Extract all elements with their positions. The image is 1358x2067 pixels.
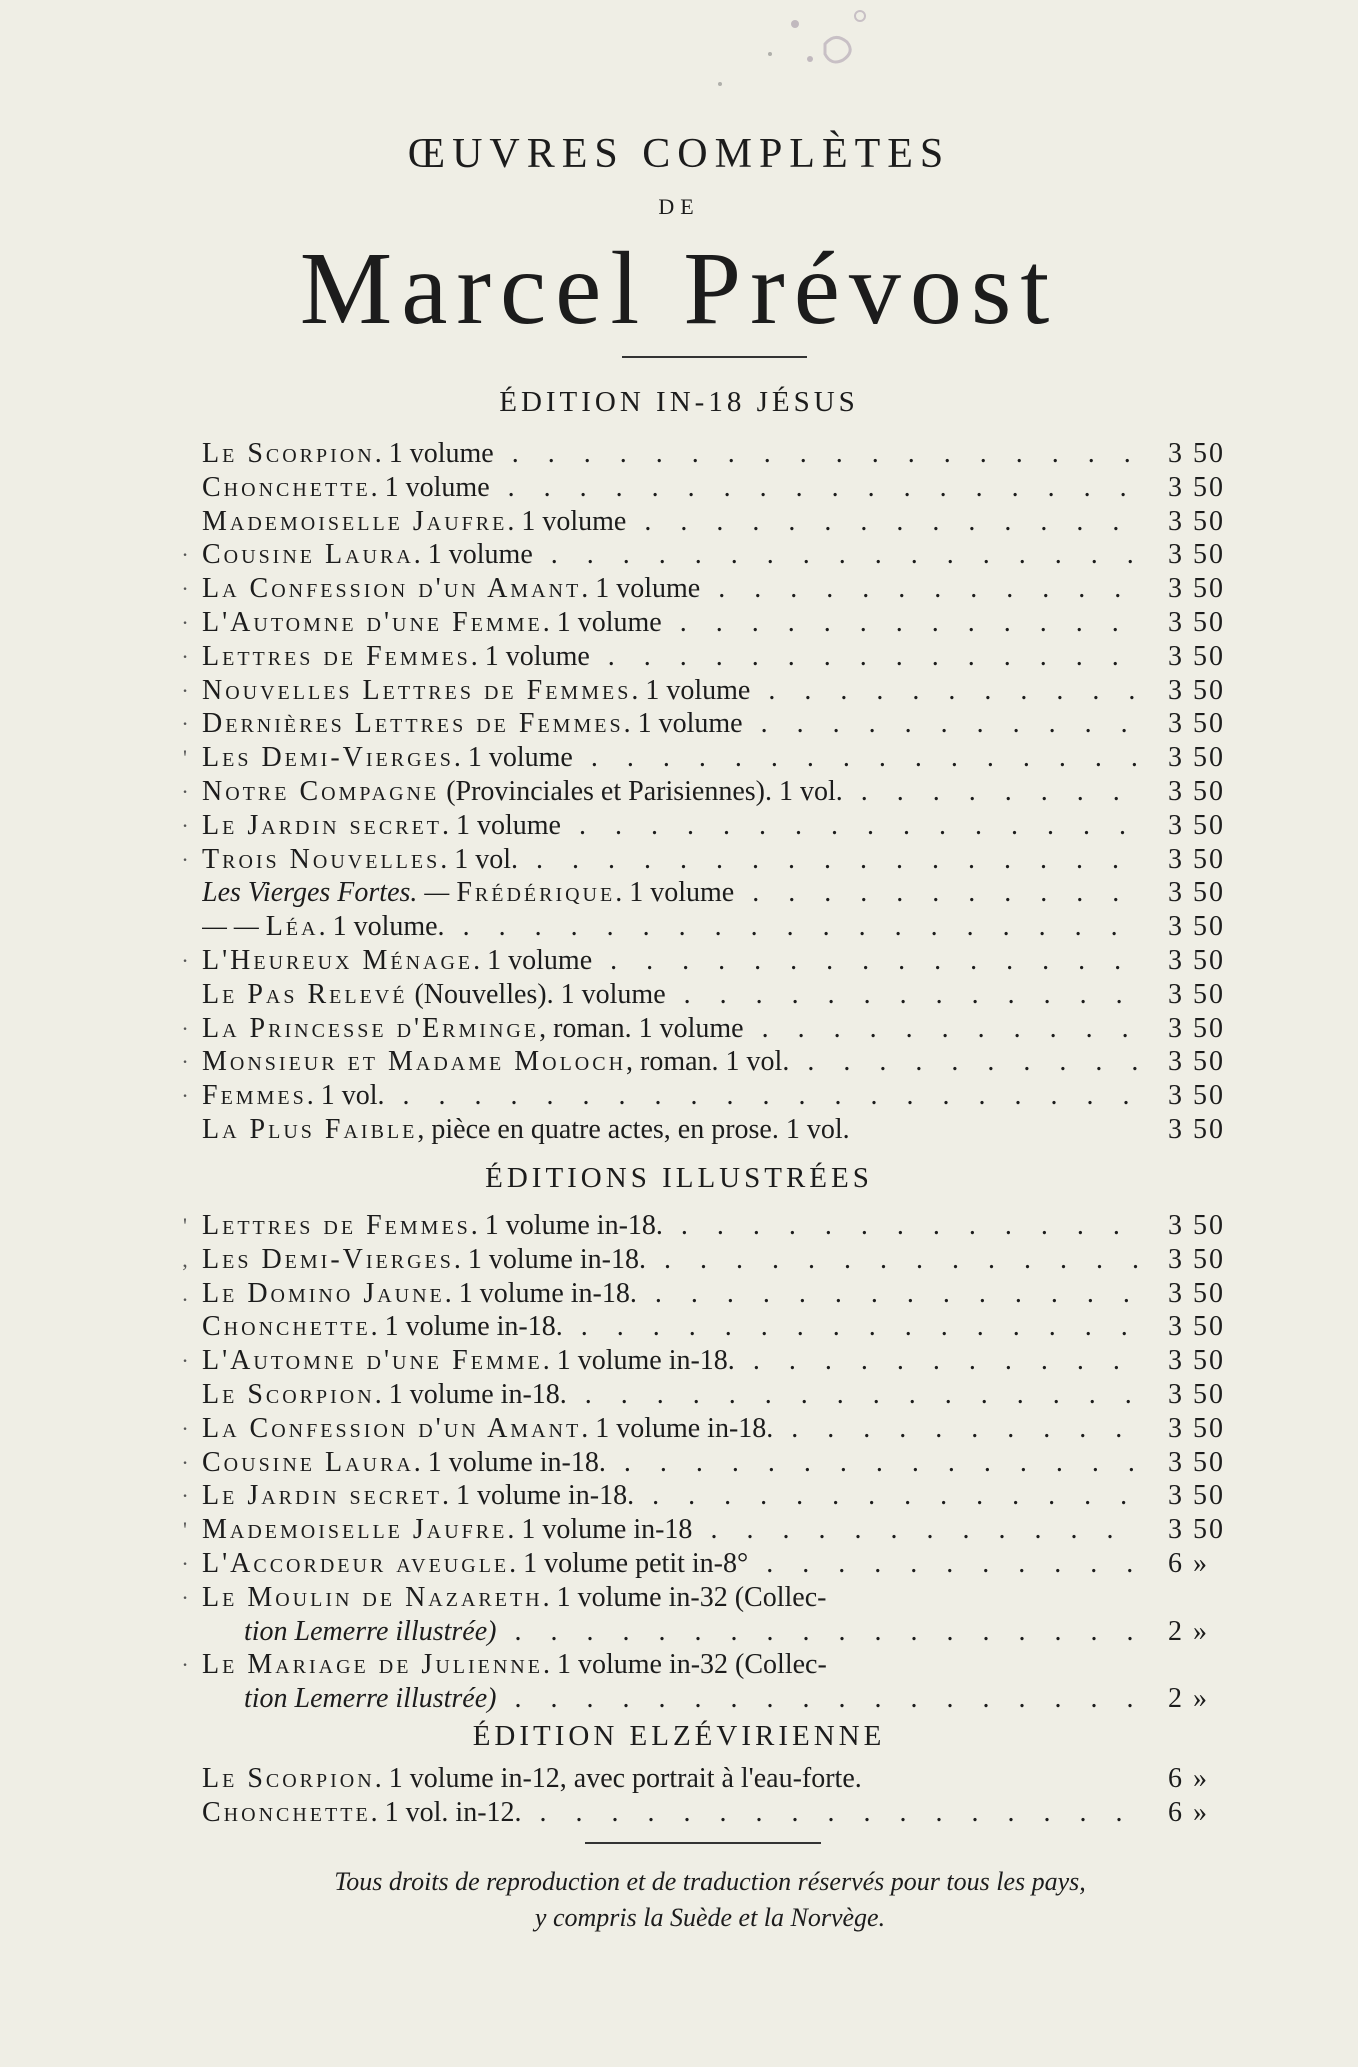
entry-price: 3 50 bbox=[1168, 877, 1225, 909]
entry-text bbox=[202, 707, 1142, 741]
entry-price: 3 50 bbox=[1168, 1446, 1225, 1478]
margin-mark: · bbox=[181, 1415, 189, 1441]
entry-details: . 1 volume. bbox=[318, 911, 445, 943]
title-divider bbox=[622, 356, 807, 358]
entry-price: 3 50 bbox=[1168, 809, 1225, 841]
entry-title: L'Automne d'une Femme bbox=[202, 606, 543, 638]
entry-details: . 1 vol. bbox=[440, 843, 518, 875]
entry-details: . 1 vol. bbox=[306, 1080, 385, 1112]
entry-title: Mademoiselle Jaufre bbox=[202, 1514, 508, 1546]
entry-details: . 1 volume bbox=[470, 640, 590, 672]
series-title: ŒUVRES COMPLÈTES bbox=[407, 131, 951, 177]
entry-details: . 1 volume bbox=[374, 438, 494, 469]
catalogue-entry bbox=[178, 1547, 1253, 1581]
entry-title: Le Mariage de Julienne bbox=[202, 1649, 543, 1681]
entry-text bbox=[202, 1344, 1142, 1378]
entry-title: L'Accordeur aveugle bbox=[202, 1547, 510, 1579]
entry-list-in18 bbox=[178, 437, 1253, 1147]
entry-price: 3 50 bbox=[1168, 911, 1225, 943]
catalogue-entry bbox=[178, 505, 1253, 539]
margin-mark: · bbox=[181, 576, 189, 602]
margin-mark: · bbox=[181, 812, 189, 838]
entry-text bbox=[202, 741, 1142, 775]
catalogue-entry bbox=[178, 876, 1253, 910]
margin-mark: · bbox=[181, 846, 189, 872]
entry-title: Femmes bbox=[202, 1080, 307, 1112]
margin-mark: ' bbox=[183, 745, 187, 771]
entry-text bbox=[202, 1446, 1142, 1480]
catalogue-entry bbox=[178, 1045, 1253, 1079]
entry-text bbox=[202, 978, 1142, 1012]
entry-title: Chonchette bbox=[202, 1311, 371, 1343]
margin-mark: , bbox=[182, 1246, 188, 1272]
entry-details: . 1 volume bbox=[442, 809, 561, 841]
entry-details: . 1 volume bbox=[507, 505, 627, 537]
entry-text bbox=[202, 1648, 1142, 1682]
entry-title: Le Scorpion bbox=[202, 1378, 375, 1410]
entry-text bbox=[202, 1581, 1142, 1615]
margin-mark: · bbox=[181, 1550, 189, 1576]
margin-mark: · bbox=[181, 1083, 189, 1109]
entry-text bbox=[202, 471, 1142, 505]
entry-text bbox=[202, 1479, 1142, 1513]
entry-prefix: Les Vierges Fortes. — bbox=[202, 877, 457, 909]
entry-details: . 1 volume in-18. bbox=[442, 1480, 635, 1512]
catalogue-entry bbox=[178, 1648, 1253, 1682]
entry-text bbox=[202, 1277, 1142, 1311]
entry-price: 3 50 bbox=[1168, 1210, 1225, 1241]
entry-details: . 1 volume petit in-8° bbox=[509, 1547, 749, 1579]
entry-price: 3 50 bbox=[1168, 471, 1225, 503]
entry-title: Le Pas Relevé bbox=[202, 978, 408, 1010]
margin-mark: · bbox=[181, 542, 189, 568]
catalogue-entry bbox=[178, 1581, 1253, 1615]
entry-text bbox=[202, 1045, 1142, 1079]
entry-title: Léa bbox=[265, 911, 319, 943]
margin-mark: · bbox=[181, 778, 189, 804]
entry-details: . 1 volume bbox=[581, 573, 701, 605]
entry-price: 3 50 bbox=[1168, 1113, 1225, 1145]
entry-prefix: — — bbox=[202, 911, 266, 943]
entry-details: , pièce en quatre actes, en prose. 1 vol. bbox=[417, 1113, 850, 1145]
entry-details: . 1 volume bbox=[542, 606, 662, 638]
catalogue-entry bbox=[178, 1682, 1253, 1716]
catalogue-entry bbox=[178, 471, 1253, 505]
entry-details: , roman. 1 vol. bbox=[626, 1046, 790, 1078]
entry-price: 6 » bbox=[1168, 1547, 1209, 1579]
entry-details: (Nouvelles). 1 volume bbox=[407, 978, 666, 1010]
entry-continuation: tion Lemerre illustrée) bbox=[244, 1683, 497, 1715]
entry-price: 3 50 bbox=[1168, 978, 1225, 1010]
entry-price: 3 50 bbox=[1168, 674, 1225, 706]
margin-mark: ' bbox=[183, 1213, 187, 1238]
entry-price: 3 50 bbox=[1168, 1080, 1225, 1112]
entry-text bbox=[202, 1012, 1142, 1046]
entry-price: 3 50 bbox=[1168, 1311, 1225, 1343]
margin-mark: · bbox=[181, 1348, 189, 1374]
entry-price: 3 50 bbox=[1168, 539, 1225, 571]
entry-price: 3 50 bbox=[1168, 573, 1225, 605]
entry-text bbox=[202, 1762, 1142, 1796]
entry-details: . 1 volume in-18. bbox=[374, 1378, 567, 1410]
entry-price: 3 50 bbox=[1168, 1046, 1225, 1078]
entry-price: 3 50 bbox=[1168, 944, 1225, 976]
catalogue-entry bbox=[178, 1113, 1253, 1147]
entry-title: Chonchette bbox=[202, 471, 371, 503]
catalogue-entry bbox=[178, 1378, 1253, 1412]
catalogue-entry bbox=[178, 1079, 1253, 1113]
entry-price: 3 50 bbox=[1168, 1412, 1225, 1444]
catalogue-entry bbox=[178, 1762, 1253, 1796]
entry-title: Le Scorpion bbox=[202, 1763, 375, 1794]
entry-title: Le Moulin de Nazareth bbox=[202, 1581, 543, 1613]
entry-text bbox=[244, 1682, 1142, 1716]
entry-title: L'Automne d'une Femme bbox=[202, 1345, 543, 1377]
entry-price: 2 » bbox=[1168, 1615, 1209, 1647]
entry-details: . 1 volume in-18. bbox=[370, 1311, 563, 1343]
entry-price: 3 50 bbox=[1168, 1243, 1225, 1275]
entry-title: Nouvelles Lettres de Femmes bbox=[202, 674, 632, 706]
entry-price: 3 50 bbox=[1168, 742, 1225, 774]
entry-price: 6 » bbox=[1168, 1796, 1209, 1828]
title-preposition: DE bbox=[658, 194, 700, 219]
margin-mark: · bbox=[181, 947, 189, 973]
entry-text bbox=[202, 1243, 1142, 1277]
entry-title: Cousine Laura bbox=[202, 539, 414, 571]
catalogue-entry bbox=[178, 1243, 1253, 1277]
catalogue-entry bbox=[178, 572, 1253, 606]
margin-mark: · bbox=[181, 677, 189, 703]
entry-details: . 1 volume in-18. bbox=[542, 1345, 735, 1377]
author-name: Marcel Prévost bbox=[299, 231, 1059, 346]
entry-text bbox=[244, 1615, 1142, 1649]
entry-title: Le Scorpion bbox=[202, 438, 375, 469]
entry-details: (Provinciales et Parisiennes). 1 vol. bbox=[439, 775, 843, 807]
entry-details: . 1 volume in-32 (Collec- bbox=[542, 1581, 827, 1613]
entry-price: 2 » bbox=[1168, 1683, 1209, 1715]
entry-details: . 1 vol. in-12. bbox=[370, 1796, 522, 1828]
entry-details: . 1 volume in-18. bbox=[470, 1210, 663, 1241]
catalogue-entry bbox=[178, 707, 1253, 741]
entry-details: . 1 volume in-18. bbox=[581, 1412, 774, 1444]
entry-price: 3 50 bbox=[1168, 1277, 1225, 1309]
entry-details: . 1 volume bbox=[631, 674, 751, 706]
entry-title: Chonchette bbox=[202, 1796, 371, 1828]
section-heading-illustrees: ÉDITIONS ILLUSTRÉES bbox=[485, 1162, 873, 1194]
entry-title: La Confession d'un Amant bbox=[202, 573, 582, 605]
entry-text bbox=[202, 572, 1142, 606]
entry-details: . 1 volume bbox=[615, 877, 735, 909]
rights-notice-line-2: y compris la Suède et la Norvège. bbox=[534, 1903, 886, 1932]
catalogue-entry bbox=[178, 1344, 1253, 1378]
entry-price: 3 50 bbox=[1168, 438, 1225, 469]
margin-mark: . bbox=[182, 1280, 188, 1306]
entry-text bbox=[202, 1378, 1142, 1412]
entry-title: Les Demi-Vierges bbox=[202, 1243, 454, 1275]
catalogue-entry bbox=[178, 944, 1253, 978]
entry-title: Dernières Lettres de Femmes bbox=[202, 708, 624, 740]
entry-text bbox=[202, 809, 1142, 843]
section-heading-elzevirienne: ÉDITION ELZÉVIRIENNE bbox=[472, 1720, 886, 1752]
margin-mark: · bbox=[181, 711, 189, 737]
catalogue-entry bbox=[178, 640, 1253, 674]
entry-details: . 1 volume bbox=[370, 471, 490, 503]
margin-mark: · bbox=[181, 643, 189, 669]
entry-text bbox=[202, 1796, 1142, 1830]
entry-text bbox=[202, 1310, 1142, 1344]
entry-list-elzevirienne bbox=[178, 1762, 1253, 1830]
catalogue-entry bbox=[178, 1796, 1253, 1830]
entry-price: 3 50 bbox=[1168, 1378, 1225, 1410]
entry-details: , roman. 1 volume bbox=[539, 1012, 744, 1044]
entry-title: Trois Nouvelles bbox=[202, 843, 441, 875]
catalogue-entry bbox=[178, 1012, 1253, 1046]
entry-title: Monsieur et Madame Moloch bbox=[202, 1046, 627, 1078]
entry-price: 3 50 bbox=[1168, 708, 1225, 740]
entry-price: 3 50 bbox=[1168, 606, 1225, 638]
entry-title: La Princesse d'Erminge bbox=[202, 1012, 540, 1044]
entry-text bbox=[202, 775, 1142, 809]
entry-details: . 1 volume bbox=[453, 742, 573, 774]
entry-text bbox=[202, 1209, 1142, 1243]
entry-text bbox=[202, 1079, 1142, 1113]
entry-text bbox=[202, 674, 1142, 708]
margin-mark: ' bbox=[183, 1517, 187, 1543]
entry-text bbox=[202, 1547, 1142, 1581]
entry-title: Cousine Laura bbox=[202, 1446, 414, 1478]
entry-continuation: tion Lemerre illustrée) bbox=[244, 1615, 497, 1647]
catalogue-entry bbox=[178, 1479, 1253, 1513]
catalogue-entry bbox=[178, 775, 1253, 809]
entry-title: La Plus Faible bbox=[202, 1113, 418, 1145]
entry-text bbox=[202, 876, 1142, 910]
catalogue-entry bbox=[178, 606, 1253, 640]
catalogue-entry bbox=[178, 538, 1253, 572]
entry-price: 6 » bbox=[1168, 1763, 1209, 1794]
entry-title: Le Domino Jaune bbox=[202, 1277, 445, 1309]
entry-text bbox=[202, 910, 1142, 944]
entry-price: 3 50 bbox=[1168, 640, 1225, 672]
margin-mark: · bbox=[181, 609, 189, 635]
entry-text bbox=[202, 1113, 1142, 1147]
entry-title: Le Jardin secret bbox=[202, 809, 442, 841]
entry-text bbox=[202, 944, 1142, 978]
entry-price: 3 50 bbox=[1168, 1012, 1225, 1044]
catalogue-entry bbox=[178, 1615, 1253, 1649]
entry-title: Lettres de Femmes bbox=[202, 640, 471, 672]
margin-mark: · bbox=[181, 1652, 189, 1678]
entry-details: . 1 volume in-18. bbox=[413, 1446, 606, 1478]
entry-text bbox=[202, 640, 1142, 674]
entry-details: . 1 volume bbox=[413, 539, 533, 571]
catalogue-entry bbox=[178, 1209, 1253, 1243]
entry-text bbox=[202, 843, 1142, 877]
catalogue-entry bbox=[178, 1310, 1253, 1344]
entry-details: . 1 volume bbox=[623, 708, 743, 740]
section-heading-in18: ÉDITION IN-18 JÉSUS bbox=[499, 386, 859, 418]
margin-mark: · bbox=[181, 1483, 189, 1509]
margin-mark: · bbox=[181, 1449, 189, 1475]
entry-title: Le Jardin secret bbox=[202, 1480, 442, 1512]
entry-price: 3 50 bbox=[1168, 1480, 1225, 1512]
entry-price: 3 50 bbox=[1168, 505, 1225, 537]
margin-mark: · bbox=[181, 1015, 189, 1041]
entry-text bbox=[202, 1412, 1142, 1446]
entry-title: Notre Compagne bbox=[202, 775, 440, 807]
entry-text bbox=[202, 1513, 1142, 1547]
entry-title: Les Demi-Vierges bbox=[202, 742, 454, 774]
rights-notice-line-1: Tous droits de reproduction et de traduction réservés pour tous les pays, bbox=[334, 1867, 1086, 1896]
entry-price: 3 50 bbox=[1168, 1514, 1225, 1546]
entry-details: . 1 volume in-18. bbox=[444, 1277, 637, 1309]
entry-text bbox=[202, 437, 1142, 471]
catalogue-entry bbox=[178, 1513, 1253, 1547]
catalogue-entry bbox=[178, 437, 1253, 471]
catalogue-entry bbox=[178, 809, 1253, 843]
entry-text bbox=[202, 538, 1142, 572]
catalogue-entry bbox=[178, 741, 1253, 775]
entry-title: Frédérique bbox=[456, 877, 616, 909]
entry-details: . 1 volume in-18 bbox=[507, 1514, 693, 1546]
ink-stain-mark bbox=[700, 4, 880, 94]
margin-mark: · bbox=[181, 1584, 189, 1610]
footer-divider bbox=[585, 1842, 821, 1844]
entry-details: . 1 volume in-12, avec portrait à l'eau-forte. bbox=[374, 1763, 862, 1794]
margin-mark: · bbox=[181, 1049, 189, 1075]
entry-price: 3 50 bbox=[1168, 1345, 1225, 1377]
entry-title: L'Heureux Ménage bbox=[202, 944, 474, 976]
catalogue-entry bbox=[178, 843, 1253, 877]
entry-text bbox=[202, 505, 1142, 539]
catalogue-entry bbox=[178, 1277, 1253, 1311]
catalogue-entry bbox=[178, 1412, 1253, 1446]
entry-list-illustrees bbox=[178, 1209, 1253, 1716]
catalogue-entry bbox=[178, 674, 1253, 708]
entry-price: 3 50 bbox=[1168, 843, 1225, 875]
entry-details: . 1 volume in-32 (Collec- bbox=[542, 1649, 827, 1681]
entry-title: Mademoiselle Jaufre bbox=[202, 505, 508, 537]
entry-details: . 1 volume in-18. bbox=[453, 1243, 646, 1275]
catalogue-entry bbox=[178, 978, 1253, 1012]
entry-details: . 1 volume bbox=[473, 944, 593, 976]
entry-title: La Confession d'un Amant bbox=[202, 1412, 582, 1444]
catalogue-entry bbox=[178, 910, 1253, 944]
entry-price: 3 50 bbox=[1168, 775, 1225, 807]
catalogue-entry bbox=[178, 1446, 1253, 1480]
entry-title: Lettres de Femmes bbox=[202, 1210, 471, 1241]
entry-text bbox=[202, 606, 1142, 640]
